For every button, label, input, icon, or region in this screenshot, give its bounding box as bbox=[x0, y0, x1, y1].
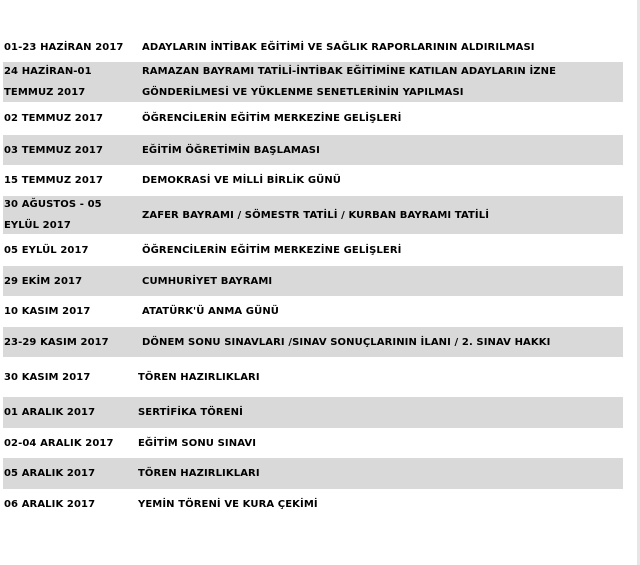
date-cell: 23-29 KASIM 2017 bbox=[4, 336, 109, 348]
event-cell: EĞİTİM SONU SINAVI bbox=[138, 437, 257, 449]
event-cell: ATATÜRK'Ü ANMA GÜNÜ bbox=[142, 306, 280, 317]
table-row bbox=[3, 102, 623, 135]
table-row bbox=[3, 296, 623, 327]
date-cell: 10 KASIM 2017 bbox=[4, 306, 91, 317]
event-cell: SERTİFİKA TÖRENİ bbox=[138, 407, 243, 418]
date-cell: 06 ARALIK 2017 bbox=[4, 499, 96, 510]
date-cell: 01-23 HAZİRAN 2017 bbox=[4, 42, 124, 53]
table-row bbox=[3, 62, 623, 102]
event-cell: TÖREN HAZIRLIKLARI bbox=[138, 468, 260, 479]
date-cell: 24 HAZİRAN-01 TEMMUZ 2017 bbox=[4, 66, 92, 98]
table-row bbox=[3, 489, 623, 520]
event-cell: YEMİN TÖRENİ VE KURA ÇEKİMİ bbox=[138, 499, 318, 510]
event-cell: EĞİTİM ÖĞRETİMİN BAŞLAMASI bbox=[142, 144, 320, 156]
table-row bbox=[3, 135, 623, 165]
event-cell: ADAYLARIN İNTİBAK EĞİTİMİ VE SAĞLIK RAPORLARININ ALDIRILMASI bbox=[142, 42, 535, 53]
event-cell: ÖĞRENCİLERİN EĞİTİM MERKEZİNE GELİŞLERİ bbox=[142, 113, 402, 124]
date-cell: 05 ARALIK 2017 bbox=[4, 468, 96, 479]
table-row bbox=[3, 266, 623, 296]
table-row bbox=[3, 33, 623, 62]
date-cell: 01 ARALIK 2017 bbox=[4, 407, 96, 418]
table-row bbox=[3, 327, 623, 357]
table-row bbox=[3, 196, 623, 234]
date-cell: 02 TEMMUZ 2017 bbox=[4, 113, 104, 124]
event-cell: RAMAZAN BAYRAMI TATİLİ-İNTİBAK EĞİTİMİNE KATILAN ADAYLARIN İZNE GÖNDERİLMESİ VE YÜKLENME SENETLERİNİN YAPILMASI bbox=[142, 66, 557, 98]
table-row bbox=[3, 357, 623, 397]
date-cell: 30 AĞUSTOS - 05 EYLÜL 2017 bbox=[4, 199, 102, 231]
event-cell: TÖREN HAZIRLIKLARI bbox=[138, 371, 260, 383]
table-row bbox=[3, 234, 623, 266]
table-row bbox=[3, 397, 623, 428]
event-cell: CUMHURİYET BAYRAMI bbox=[142, 275, 273, 287]
date-cell: 02-04 ARALIK 2017 bbox=[4, 437, 114, 449]
event-cell: DEMOKRASİ VE MİLLİ BİRLİK GÜNÜ bbox=[142, 175, 342, 186]
schedule-table bbox=[3, 33, 623, 520]
event-cell: ZAFER BAYRAMI / SÖMESTR TATİLİ / KURBAN BAYRAMI TATİLİ bbox=[142, 209, 490, 221]
table-row bbox=[3, 458, 623, 489]
date-cell: 05 EYLÜL 2017 bbox=[4, 244, 89, 256]
table-row bbox=[3, 428, 623, 458]
event-cell: ÖĞRENCİLERİN EĞİTİM MERKEZİNE GELİŞLERİ bbox=[142, 244, 402, 256]
date-cell: 29 EKİM 2017 bbox=[4, 275, 83, 287]
date-cell: 03 TEMMUZ 2017 bbox=[4, 144, 104, 156]
date-cell: 15 TEMMUZ 2017 bbox=[4, 175, 104, 186]
table-row bbox=[3, 165, 623, 196]
date-cell: 30 KASIM 2017 bbox=[4, 371, 91, 383]
event-cell: DÖNEM SONU SINAVLARI /SINAV SONUÇLARININ İLANI / 2. SINAV HAKKI bbox=[142, 336, 551, 348]
